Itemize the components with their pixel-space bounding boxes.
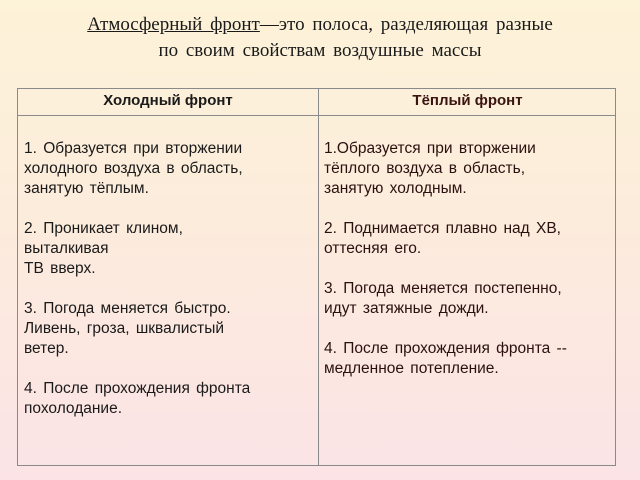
title-line-1 [0, 12, 640, 38]
cold-front-item-1: 1. Образуется при вторжении холодного воздуха в область, занятую тёплым. [24, 140, 243, 197]
warm-front-item-4: 4. После прохождения фронта -- медленное потепление. [324, 340, 567, 377]
fronts-table [17, 88, 616, 466]
cold-front-item-3: 3. Погода меняется быстро. Ливень, гроза, шквалистый ветер. [24, 300, 231, 357]
warm-front-item-2: 2. Поднимается плавно над ХВ, оттесняя его. [324, 220, 561, 257]
title-line-2: по своим свойствам воздушные массы [158, 40, 482, 61]
warm-header-rule [319, 115, 616, 116]
cold-front-item-2: 2. Проникает клином, выталкивая ТВ вверх. [24, 220, 183, 277]
warm-front-header: Тёплый фронт [412, 92, 523, 109]
cold-header-rule [18, 115, 318, 116]
title-definition-start: —это полоса, разделяющая разные [259, 14, 553, 35]
cold-front-item-4: 4. После прохождения фронта похолодание. [24, 380, 251, 417]
column-divider [318, 89, 319, 465]
cold-front-header: Холодный фронт [103, 92, 233, 109]
warm-front-item-3: 3. Погода меняется постепенно, идут затяжные дожди. [324, 280, 562, 317]
slide-title [0, 12, 640, 64]
warm-front-column [324, 139, 614, 399]
cold-front-column [24, 139, 314, 439]
title-term: Атмосферный фронт [87, 14, 260, 35]
warm-front-item-1: 1.Образуется при вторжении тёплого воздуха в область, занятую холодным. [324, 140, 536, 197]
